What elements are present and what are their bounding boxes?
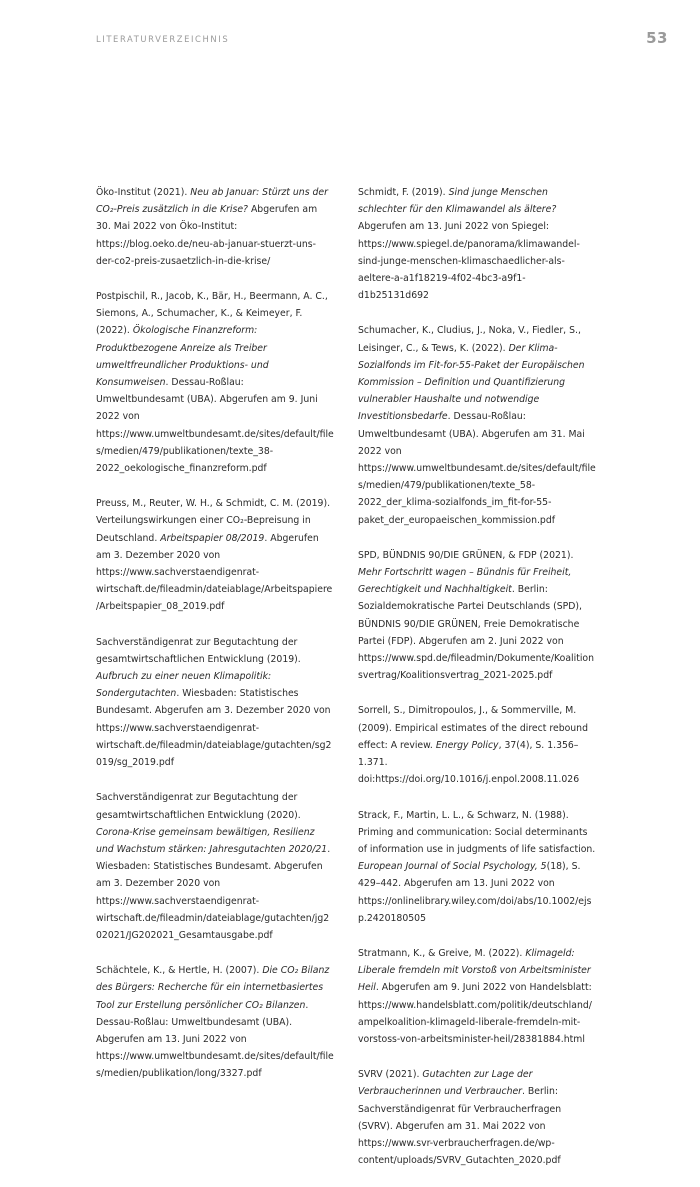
reference-entry: Stratmann, K., & Greive, M. (2022). Klimageld: Liberale fremdeln mit Vorstoß von Arbeitsminister Heil. Abgerufen am 9. Juni 2022 von Handelsblatt: https://www.handelsblatt.com/politik/deutschland/ampelkoalition-klimageld-liberale-fremdeln-mit-vorstoss-von-arbeitsminister-heil/28381884.html [358, 947, 592, 1045]
reference-entry: Strack, F., Martin, L. L., & Schwarz, N. (1988). Priming and communication: Social determinants of information use in judgments of life satisfaction. European Journal of Social Psychology, 5(18), S. 429–442. Abgerufen am 13. Juni 2022 von https://onlinelibrary.wiley.com/doi/abs/10.1002/ejsp.2420180505 [358, 809, 596, 924]
running-head: LITERATURVERZEICHNIS [96, 34, 230, 44]
right-column [358, 184, 596, 1187]
reference-entry: Schächtele, K., & Hertle, H. (2007). Die CO₂ Bilanz des Bürgers: Recherche für ein internetbasiertes Tool zur Erstellung persönlicher CO₂ Bilanzen. Dessau-Roßlau: Umweltbundesamt (UBA). Abgerufen am 13. Juni 2022 von https://www.umweltbundesamt.de/sites/default/files/medien/publikation/long/3327.pdf [96, 965, 334, 1080]
reference-entry: Schumacher, K., Cludius, J., Noka, V., Fiedler, S., Leisinger, C., & Tews, K. (2022). Der Klima-Sozialfonds im Fit-for-55-Paket der Europäischen Kommission – Definition und Quantifizierung vulnerabler Haushalte und notwendige Investitionsbedarfe. Dessau-Roßlau: Umweltbundesamt (UBA). Abgerufen am 31. Mai 2022 von https://www.umweltbundesamt.de/sites/default/files/medien/479/publikationen/texte_58-2022_der_klima-sozialfonds_im_fit-for-55-paket_der_europaeischen_kommission.pdf [358, 325, 596, 526]
reference-entry: Postpischil, R., Jacob, K., Bär, H., Beermann, A. C., Siemons, A., Schumacher, K., & Keimeyer, F. (2022). Ökologische Finanzreform: Produktbezogene Anreize als Treiber umweltfreundlicher Produktions- und Konsumweisen. Dessau-Roßlau: Umweltbundesamt (UBA). Abgerufen am 9. Juni 2022 von https://www.umweltbundesamt.de/sites/default/files/medien/479/publikationen/texte_38-2022_oekologische_finanzreform.pdf [96, 291, 334, 475]
reference-entry: Preuss, M., Reuter, W. H., & Schmidt, C. M. (2019). Verteilungswirkungen einer CO₂-Bepreisung in Deutschland. Arbeitspapier 08/2019. Abgerufen am 3. Dezember 2020 von https://www.sachverstaendigenrat-wirtschaft.de/fileadmin/dateiablage/Arbeitspapiere/Arbeitspapier_08_2019.pdf [96, 498, 333, 613]
reference-entry: SVRV (2021). Gutachten zur Lage der Verbraucherinnen und Verbraucher. Berlin: Sachverständigenrat für Verbraucherfragen (SVRV). Abgerufen am 31. Mai 2022 von https://www.svr-verbraucherfragen.de/wp-content/uploads/SVRV_Gutachten_2020.pdf [358, 1069, 562, 1167]
left-column [96, 184, 334, 1101]
reference-entry: Öko-Institut (2021). Neu ab Januar: Stürzt uns der CO₂-Preis zusätzlich in die Krise? Abgerufen am 30. Mai 2022 von Öko-Institut: https://blog.oeko.de/neu-ab-januar-stuerzt-uns-der-co2-preis-zusaetzlich-in-die-krise/ [96, 187, 328, 267]
reference-entry: Sachverständigenrat zur Begutachtung der gesamtwirtschaftlichen Entwicklung (2020). Corona-Krise gemeinsam bewältigen, Resilienz und Wachstum stärken: Jahresgutachten 2020/21. Wiesbaden: Statistisches Bundesamt. Abgerufen am 3. Dezember 2020 von https://www.sachverstaendigenrat-wirtschaft.de/fileadmin/dateiablage/gutachten/jg202021/JG202021_Gesamtausgabe.pdf [96, 792, 331, 941]
reference-entry: Sachverständigenrat zur Begutachtung der gesamtwirtschaftlichen Entwicklung (2019). Aufbruch zu einer neuen Klimapolitik: Sondergutachten. Wiesbaden: Statistisches Bundesamt. Abgerufen am 3. Dezember 2020 von https://www.sachverstaendigenrat-wirtschaft.de/fileadmin/dateiablage/gutachten/sg2019/sg_2019.pdf [96, 636, 332, 769]
reference-entry: Schmidt, F. (2019). Sind junge Menschen schlechter für den Klimawandel als ältere? Abgerufen am 13. Juni 2022 von Spiegel: https://www.spiegel.de/panorama/klimawandel-sind-junge-menschen-klimaschaedlicher-als-aeltere-a-a1f18219-4f02-4bc3-a9f1-d1b25131d692 [358, 187, 580, 302]
page-number: 53 [646, 29, 668, 47]
reference-entry: Sorrell, S., Dimitropoulos, J., & Sommerville, M. (2009). Empirical estimates of the direct rebound effect: A review. Energy Policy, 37(4), S. 1.356–1.371. doi:https://doi.org/10.1016/j.enpol.2008.11.026 [358, 705, 588, 786]
reference-entry: SPD, BÜNDNIS 90/DIE GRÜNEN, & FDP (2021). Mehr Fortschritt wagen – Bündnis für Freiheit, Gerechtigkeit und Nachhaltigkeit. Berlin: Sozialdemokratische Partei Deutschlands (SPD), BÜNDNIS 90/DIE GRÜNEN, Freie Demokratische Partei (FDP). Abgerufen am 2. Juni 2022 von https://www.spd.de/fileadmin/Dokumente/Koalitionsvertrag/Koalitionsvertrag_2021-2025.pdf [358, 549, 595, 682]
